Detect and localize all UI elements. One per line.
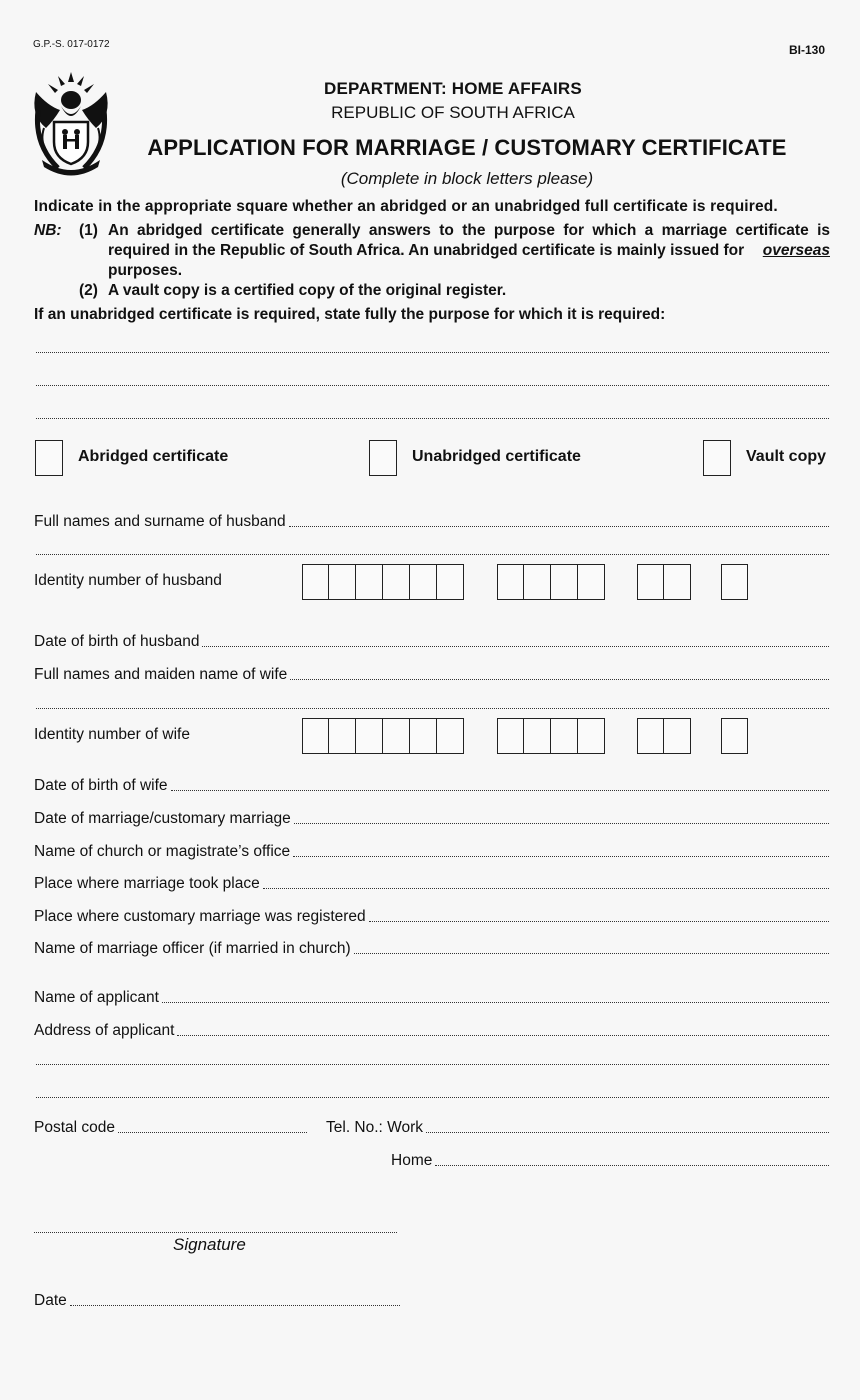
wife-dob-label: Date of birth of wife <box>34 777 168 794</box>
form-subtitle: (Complete in block letters please) <box>340 169 594 188</box>
abridged-checkbox[interactable] <box>35 440 63 476</box>
vault-copy-label: Vault copy <box>746 448 827 465</box>
wife-id-boxes-group-1[interactable] <box>302 718 464 754</box>
applicant-name-label: Name of applicant <box>34 989 159 1006</box>
purpose-line-3[interactable] <box>36 418 829 419</box>
abridged-label: Abridged certificate <box>78 448 229 465</box>
nb1-line-a: An abridged certificate generally answers to the purpose for which a marriage certificate is <box>108 222 830 239</box>
husband-name-line-2[interactable] <box>36 554 829 555</box>
tel-home-field[interactable] <box>391 1150 829 1170</box>
unabridged-label: Unabridged certificate <box>412 448 581 465</box>
nb1-line-b-text: required in the Republic of South Africa. An unabridged certificate is mainly issued for <box>108 242 745 259</box>
wife-name-line-2[interactable] <box>36 708 829 709</box>
postal-code-label: Postal code <box>34 1119 115 1136</box>
husband-name-field[interactable] <box>34 511 829 531</box>
applicant-address-field[interactable] <box>34 1020 829 1040</box>
husband-dob-field[interactable] <box>34 631 829 651</box>
nb1-emphasis: overseas <box>762 242 830 259</box>
church-office-label: Name of church or magistrate’s office <box>34 843 291 860</box>
marriage-place-label: Place where marriage took place <box>34 875 260 892</box>
husband-id-boxes-group-2[interactable] <box>497 564 605 600</box>
address-line-3[interactable] <box>36 1097 829 1098</box>
wife-name-label: Full names and maiden name of wife <box>34 666 288 683</box>
wife-id-boxes-group-4[interactable] <box>721 718 748 754</box>
form-title: APPLICATION FOR MARRIAGE / CUSTOMARY CERTIFICATE <box>147 135 787 160</box>
date-label: Date <box>34 1292 67 1309</box>
instruction-main: Indicate in the appropriate square whether an abridged or an unabridged full certificate is required. <box>34 198 778 215</box>
husband-id-boxes-group-3[interactable] <box>637 564 691 600</box>
unabridged-checkbox[interactable] <box>369 440 397 476</box>
signature-line[interactable] <box>34 1232 397 1233</box>
nb1-number: (1) <box>79 222 98 239</box>
tel-work-label: Tel. No.: Work <box>326 1119 424 1136</box>
wife-id-boxes-group-3[interactable] <box>637 718 691 754</box>
nb2-number: (2) <box>79 282 98 299</box>
officer-name-label: Name of marriage officer (if married in church) <box>34 940 351 957</box>
nb1-line-b <box>108 241 830 261</box>
husband-id-label: Identity number of husband <box>34 572 222 589</box>
husband-id-boxes-group-1[interactable] <box>302 564 464 600</box>
marriage-date-label: Date of marriage/customary marriage <box>34 810 291 827</box>
wife-id-label: Identity number of wife <box>34 726 190 743</box>
nb1-line-c: purposes. <box>108 262 183 279</box>
department-heading: DEPARTMENT: HOME AFFAIRS <box>324 79 582 98</box>
postal-code-field[interactable] <box>34 1117 307 1137</box>
marriage-place-field[interactable] <box>34 873 829 893</box>
republic-heading: REPUBLIC OF SOUTH AFRICA <box>331 103 575 122</box>
tel-work-field[interactable] <box>326 1117 829 1137</box>
date-field[interactable] <box>34 1290 400 1310</box>
husband-name-label: Full names and surname of husband <box>34 513 286 530</box>
customary-place-field[interactable] <box>34 906 829 926</box>
address-line-2[interactable] <box>36 1064 829 1065</box>
vault-copy-checkbox[interactable] <box>703 440 731 476</box>
officer-name-field[interactable] <box>34 938 829 958</box>
husband-dob-label: Date of birth of husband <box>34 633 200 650</box>
purpose-line-1[interactable] <box>36 352 829 353</box>
form-code: G.P.-S. 017-0172 <box>33 39 110 50</box>
wife-dob-field[interactable] <box>34 775 829 795</box>
wife-id-boxes-group-2[interactable] <box>497 718 605 754</box>
nb2-text: A vault copy is a certified copy of the original register. <box>108 282 507 299</box>
nb-label: NB: <box>34 222 62 239</box>
purpose-line-2[interactable] <box>36 385 829 386</box>
applicant-name-field[interactable] <box>34 987 829 1007</box>
purpose-prompt: If an unabridged certificate is required, state fully the purpose for which it is required: <box>34 306 666 323</box>
customary-place-label: Place where customary marriage was registered <box>34 908 366 925</box>
form-number: BI-130 <box>789 43 826 57</box>
church-office-field[interactable] <box>34 841 829 861</box>
tel-home-label: Home <box>391 1152 433 1169</box>
signature-label: Signature <box>173 1235 246 1254</box>
husband-id-boxes-group-4[interactable] <box>721 564 748 600</box>
applicant-address-label: Address of applicant <box>34 1022 175 1039</box>
wife-name-field[interactable] <box>34 664 829 684</box>
marriage-date-field[interactable] <box>34 808 829 828</box>
